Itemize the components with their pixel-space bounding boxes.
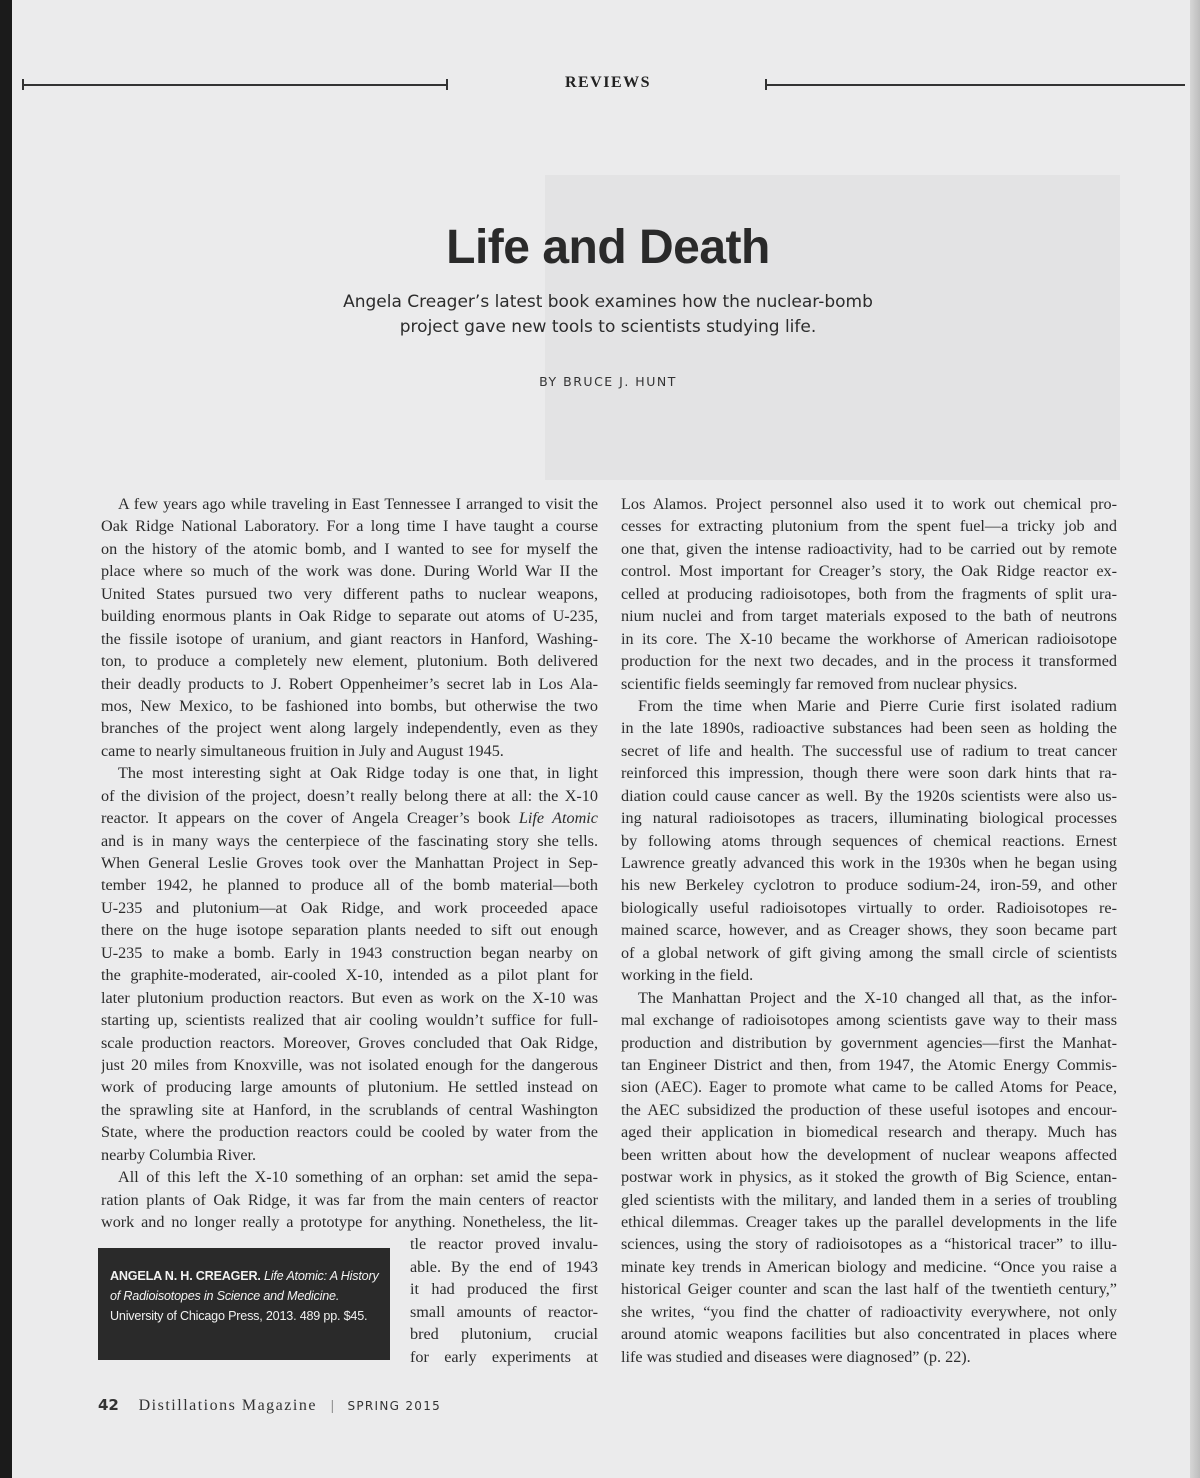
- text-line: Los Alamos. Project personnel also used it to work out chemical pro-: [621, 495, 1117, 513]
- text-line: in the late 1890s, radioactive substances had been seen as holding the: [621, 719, 1117, 738]
- text-line: mained scarce, however, and as Creager shows, they soon became part: [621, 921, 1117, 940]
- text-line: of the division of the project, doesn’t really belong there at all: the X-10: [101, 786, 598, 805]
- text-line: life was studied and diseases were diagnosed” (p. 22).: [621, 1347, 971, 1366]
- text-line: When General Leslie Groves took over the Manhattan Project in Sep-: [101, 854, 598, 872]
- text-line: tan Engineer District and then, from 1947, the Atomic Energy Commis-: [621, 1055, 1117, 1074]
- text-line: been written about how the development of nuclear weapons affected: [621, 1145, 1117, 1164]
- text-segment: reactor. It appears on the cover of Angela Creager’s book: [101, 809, 519, 828]
- text-line: mos, New Mexico, to be fashioned into bombs, but otherwise the two: [101, 696, 598, 715]
- text-line: A few years ago while traveling in East Tennessee I arranged to visit the: [118, 495, 598, 513]
- text-line: his new Berkeley cyclotron to produce sodium-24, iron-59, and other: [621, 876, 1117, 895]
- text-line: scientific fields seemingly far removed from nuclear physics.: [621, 674, 1018, 693]
- text-line: minate key trends in American biology and medicine. “Once you raise a: [621, 1257, 1117, 1276]
- text-line: able. By the end of 1943: [410, 1257, 598, 1276]
- text-line: tember 1942, he planned to produce all of the bomb material—both: [101, 876, 598, 895]
- body-column-right: [621, 493, 1117, 1368]
- text-line: ration plants of Oak Ridge, it was far from the main centers of reactor: [101, 1190, 598, 1209]
- page-footer: [98, 1396, 441, 1415]
- text-line: ethical dilemmas. Creager takes up the parallel developments in the life: [621, 1213, 1117, 1231]
- text-line: production for the next two decades, and in the process it transformed: [621, 652, 1117, 671]
- text-line: diation could cause cancer as well. By the 1920s scientists were also us-: [621, 786, 1117, 805]
- text-line: production and distribution by government agencies—first the Manhat-: [621, 1033, 1117, 1052]
- text-line: reinforced this impression, though there were soon dark hints that ra-: [621, 764, 1117, 783]
- text-line: work and no longer really a prototype for anything. Nonetheless, the lit-: [101, 1213, 598, 1231]
- issue-date: SPRING 2015: [347, 1399, 442, 1413]
- book-info-box: [98, 1248, 390, 1360]
- text-line: Oak Ridge National Laboratory. For a long time I have taught a course: [101, 517, 598, 536]
- section-label: REVIEWS: [564, 74, 652, 91]
- text-line: by following atoms through sequences of chemical reactions. Ernest: [621, 831, 1117, 850]
- article-title: Life and Death: [446, 221, 770, 274]
- text-line: she writes, “you find the chatter of radioactivity everywhere, not only: [621, 1302, 1117, 1321]
- dek-line: Angela Creager’s latest book examines how the nuclear-bomb: [343, 292, 873, 312]
- text-line: gled scientists with the military, and landed them in a series of troubling: [621, 1190, 1117, 1209]
- text-line: for early experiments at: [410, 1347, 598, 1366]
- byline: BY BRUCE J. HUNT: [539, 374, 677, 389]
- text-line: around atomic weapons facilities but also concentrated in places where: [621, 1325, 1117, 1344]
- text-line: sciences, using the story of radioisotopes as a “historical tracer” to illu-: [621, 1235, 1117, 1254]
- book-author: ANGELA N. H. CREAGER.: [110, 1269, 261, 1283]
- text-line: tle reactor proved invalu-: [410, 1235, 598, 1254]
- footer-separator: |: [330, 1398, 334, 1414]
- book-title-italic: Life Atomic: [518, 809, 598, 828]
- text-line: scale production reactors. Moreover, Groves concluded that Oak Ridge,: [101, 1033, 598, 1052]
- text-line: place where so much of the work was done. During World War II the: [101, 562, 598, 581]
- text-line: building enormous plants in Oak Ridge to separate out atoms of U-235,: [101, 607, 598, 626]
- text-line: working in the field.: [621, 966, 754, 985]
- text-line: the AEC subsidized the production of these useful isotopes and encour-: [621, 1100, 1117, 1119]
- text-line: of a global network of gift giving among the small circle of scientists: [621, 943, 1117, 962]
- text-line: cesses for extracting plutonium from the spent fuel—a tricky job and: [621, 517, 1117, 536]
- text-line: in its core. The X-10 became the workhorse of American radioisotope: [621, 629, 1117, 648]
- text-line: bred plutonium, crucial: [410, 1325, 598, 1344]
- text-line: nium nuclei and from target materials exposed to the bath of neutrons: [621, 607, 1117, 626]
- text-line: ing natural radioisotopes as tracers, illuminating biological processes: [621, 809, 1117, 828]
- text-line: small amounts of reactor-: [410, 1302, 598, 1321]
- text-line: the fissile isotope of uranium, and giant reactors in Hanford, Washing-: [101, 629, 598, 648]
- text-line: it had produced the first: [410, 1280, 598, 1299]
- text-line: [101, 807, 598, 829]
- text-line: ton, to produce a completely new element, plutonium. Both delivered: [101, 652, 598, 671]
- book-title: Life Atomic: A History of Radioisotopes in Science and Medicine.: [110, 1269, 379, 1303]
- text-line: mal exchange of radioisotopes among scientists gave way to their mass: [621, 1011, 1117, 1030]
- text-line: work of producing large amounts of plutonium. He settled instead on: [101, 1078, 598, 1097]
- text-line: The most interesting sight at Oak Ridge today is one that, in light: [118, 764, 598, 783]
- text-line: nearby Columbia River.: [101, 1145, 257, 1164]
- text-line: historical Geiger counter and scan the last half of the twentieth century,”: [621, 1280, 1117, 1299]
- text-line: and is in many ways the centerpiece of the fascinating story she tells.: [101, 831, 598, 850]
- text-line: there on the huge isotope separation plants needed to sift out enough: [101, 921, 598, 940]
- text-line: U-235 and plutonium—at Oak Ridge, and work proceeded apace: [101, 898, 598, 917]
- text-line: branches of the project went along largely independently, even as they: [101, 719, 598, 738]
- text-line: The Manhattan Project and the X-10 changed all that, as the infor-: [638, 988, 1117, 1007]
- text-line: starting up, scientists realized that air cooling wouldn’t suffice for full-: [101, 1011, 598, 1030]
- article-dek: [0, 290, 1200, 340]
- text-line: later plutonium production reactors. But even as work on the X-10 was: [101, 988, 598, 1007]
- magazine-name: Distillations Magazine: [138, 1397, 317, 1414]
- text-line: the graphite-moderated, air-cooled X-10, intended as a pilot plant for: [101, 966, 598, 985]
- text-line: sion (AEC). Eager to promote what came to be called Atoms for Peace,: [621, 1078, 1117, 1097]
- text-line: All of this left the X-10 something of an orphan: set amid the sepa-: [118, 1168, 598, 1187]
- body-column-left: [101, 493, 598, 1368]
- page-number: 42: [98, 1396, 119, 1414]
- text-line: on the history of the atomic bomb, and I wanted to see for myself the: [101, 539, 598, 558]
- text-line: the sprawling site at Hanford, in the scrublands of central Washington: [101, 1100, 598, 1119]
- dek-line: project gave new tools to scientists studying life.: [399, 317, 817, 337]
- text-line: aged their application in biomedical research and therapy. Much has: [621, 1123, 1117, 1142]
- text-line: U-235 to make a bomb. Early in 1943 construction began nearby on: [101, 943, 598, 962]
- text-line: Lawrence greatly advanced this work in the 1930s when he began using: [621, 854, 1117, 872]
- text-line: United States pursued two very different paths to nuclear weapons,: [101, 584, 598, 603]
- text-line: their deadly products to J. Robert Oppenheimer’s secret lab in Los Ala-: [101, 674, 598, 693]
- text-line: postwar work in physics, as it stoked the growth of Big Science, entan-: [621, 1168, 1117, 1187]
- book-details: University of Chicago Press, 2013. 489 pp. $45.: [110, 1309, 368, 1323]
- text-line: celled at producing radioisotopes, both from the fragments of split ura-: [621, 584, 1117, 603]
- text-line: one that, given the intense radioactivity, had to be carried out by remote: [621, 539, 1117, 558]
- text-line: From the time when Marie and Pierre Curie first isolated radium: [638, 696, 1117, 715]
- text-line: control. Most important for Creager’s story, the Oak Ridge reactor ex-: [621, 562, 1117, 581]
- text-line: just 20 miles from Knoxville, was not isolated enough for the dangerous: [101, 1055, 598, 1074]
- text-line: State, where the production reactors could be cooled by water from the: [101, 1123, 598, 1142]
- text-line: secret of life and health. The successful use of radium to treat cancer: [621, 741, 1117, 760]
- text-line: came to nearly simultaneous fruition in July and August 1945.: [101, 741, 504, 760]
- text-line: biologically useful radioisotopes virtually to order. Radioisotopes re-: [621, 898, 1117, 917]
